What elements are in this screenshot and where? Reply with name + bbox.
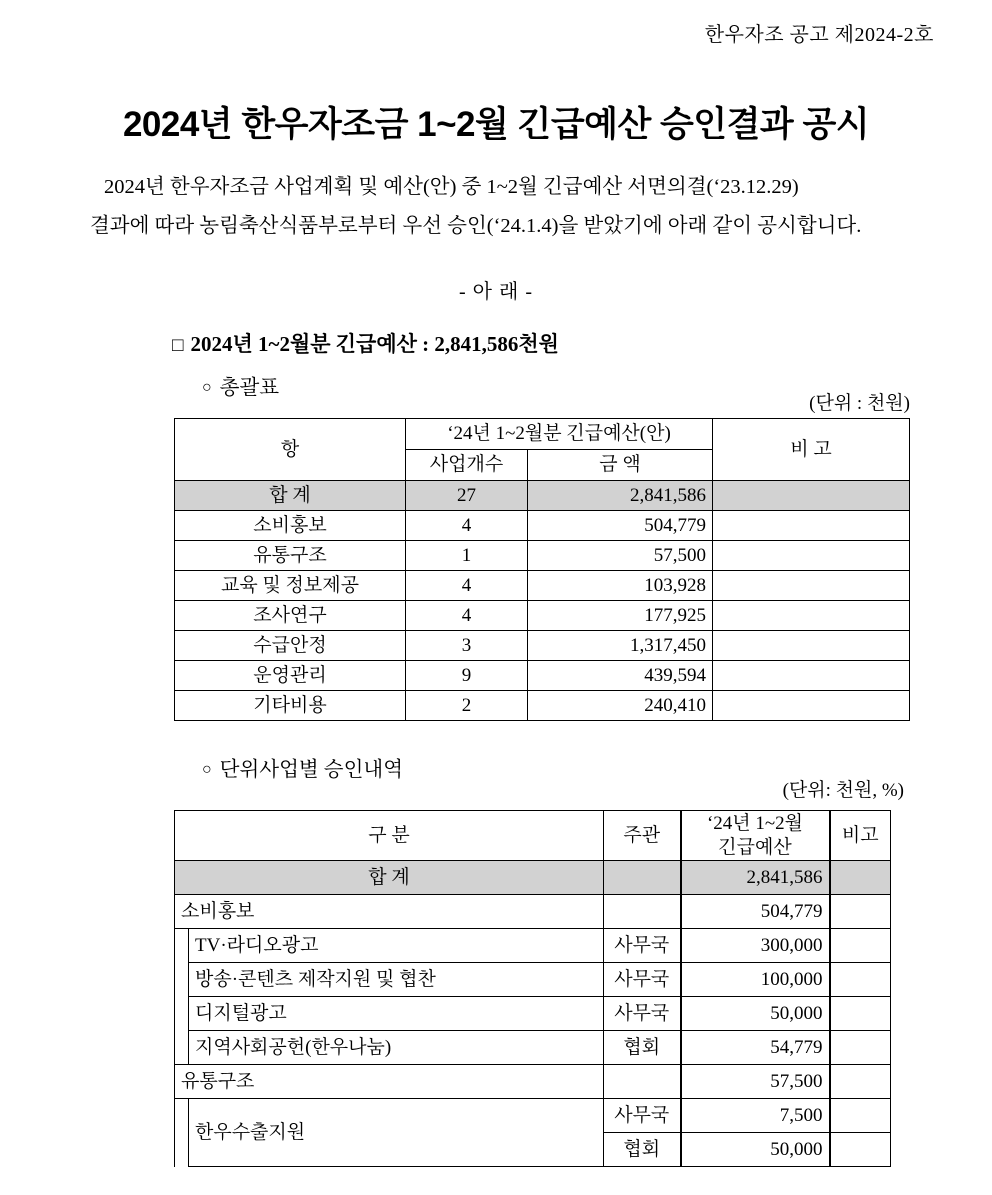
row-amount: 57,500 (528, 541, 713, 571)
total-remark (830, 861, 891, 895)
table-row (175, 1099, 891, 1133)
table-header-row (175, 419, 910, 450)
row-remark (713, 631, 910, 661)
row-amount: 439,594 (528, 661, 713, 691)
section2-subheading (202, 752, 403, 782)
item-remark (830, 1031, 891, 1065)
row-item: 수급안정 (175, 631, 406, 661)
circle-bullet-icon: ○ (202, 761, 212, 778)
table-row (175, 963, 891, 997)
page-title: 2024년 한우자조금 1~2월 긴급예산 승인결과 공시 (122, 105, 870, 145)
row-remark (713, 511, 910, 541)
row-item: 운영관리 (175, 661, 406, 691)
item-host: 사무국 (604, 929, 681, 963)
table-row (175, 997, 891, 1031)
header-budget-line2: 긴급예산 (718, 836, 792, 858)
section1-subheading-text: 총괄표 (219, 377, 280, 399)
item-name: 방송·콘텐츠 제작지원 및 협찬 (189, 963, 604, 997)
group-name: 유통구조 (175, 1065, 604, 1099)
table-row (175, 511, 910, 541)
item-host: 사무국 (604, 963, 681, 997)
header-host: 주관 (604, 811, 681, 861)
item-remark (830, 963, 891, 997)
indent-spacer (175, 963, 189, 997)
summary-table (174, 418, 910, 721)
document-header-note: 한우자조 공고 제2024-2호 (704, 24, 934, 46)
group-remark (830, 895, 891, 929)
item-remark (830, 997, 891, 1031)
indent-spacer (175, 1133, 189, 1167)
intro-line-1: 2024년 한우자조금 사업계획 및 예산(안) 중 1~2월 긴급예산 서면의결(‘23.12.29) (104, 176, 799, 198)
arae-label: - 아 래 - (459, 281, 533, 303)
header-budget-line1: ‘24년 1~2월 (706, 812, 804, 834)
row-amount: 240,410 (528, 691, 713, 721)
group-row (175, 895, 891, 929)
row-item: 유통구조 (175, 541, 406, 571)
total-division: 합 계 (175, 861, 604, 895)
section1-subheading (202, 370, 279, 400)
row-amount: 1,317,450 (528, 631, 713, 661)
header-remark: 비 고 (713, 419, 910, 481)
row-item: 기타비용 (175, 691, 406, 721)
header-division: 구 분 (175, 811, 604, 861)
indent-spacer (175, 1099, 189, 1133)
section1-heading-text: 2024년 1~2월분 긴급예산 : 2,841,586천원 (190, 332, 559, 356)
item-host: 협회 (604, 1133, 681, 1167)
row-count: 4 (406, 511, 528, 541)
row-count: 1 (406, 541, 528, 571)
indent-spacer (175, 997, 189, 1031)
item-budget: 7,500 (681, 1099, 830, 1133)
item-name: 한우수출지원 (189, 1099, 604, 1167)
item-budget: 50,000 (681, 1133, 830, 1167)
row-item: 조사연구 (175, 601, 406, 631)
table-total-row (175, 861, 891, 895)
row-item: 소비홍보 (175, 511, 406, 541)
row-remark (713, 691, 910, 721)
group-host (604, 1065, 681, 1099)
header-budget (681, 811, 830, 861)
row-count: 3 (406, 631, 528, 661)
header-group: ‘24년 1~2월분 긴급예산(안) (406, 419, 713, 450)
table-row (175, 661, 910, 691)
total-amount: 2,841,586 (528, 481, 713, 511)
row-count: 4 (406, 601, 528, 631)
item-budget: 300,000 (681, 929, 830, 963)
header-remark: 비고 (830, 811, 891, 861)
item-name: 지역사회공헌(한우나눔) (189, 1031, 604, 1065)
table-row (175, 1031, 891, 1065)
intro-line-2: 결과에 따라 농림축산식품부로부터 우선 승인(‘24.1.4)을 받았기에 아래 같이 공시합니다. (90, 215, 862, 237)
total-item: 합 계 (175, 481, 406, 511)
intro-paragraph (90, 168, 910, 246)
group-row (175, 1065, 891, 1099)
detail-table (174, 810, 891, 1167)
circle-bullet-icon: ○ (202, 379, 212, 396)
item-remark (830, 929, 891, 963)
group-budget: 57,500 (681, 1065, 830, 1099)
table-row (175, 929, 891, 963)
group-host (604, 895, 681, 929)
table-header-row (175, 811, 891, 861)
section2-unit-note: (단위: 천원, %) (782, 780, 904, 801)
row-amount: 103,928 (528, 571, 713, 601)
section2-subheading-text: 단위사업별 승인내역 (219, 759, 404, 781)
square-bullet-icon: □ (172, 335, 184, 356)
row-count: 2 (406, 691, 528, 721)
item-remark (830, 1099, 891, 1133)
row-item: 교육 및 정보제공 (175, 571, 406, 601)
total-count: 27 (406, 481, 528, 511)
row-remark (713, 541, 910, 571)
table-row (175, 571, 910, 601)
item-host: 협회 (604, 1031, 681, 1065)
table-row (175, 541, 910, 571)
item-budget: 54,779 (681, 1031, 830, 1065)
row-remark (713, 601, 910, 631)
table-total-row (175, 481, 910, 511)
group-name: 소비홍보 (175, 895, 604, 929)
row-count: 4 (406, 571, 528, 601)
total-remark (713, 481, 910, 511)
group-remark (830, 1065, 891, 1099)
item-host: 사무국 (604, 1099, 681, 1133)
table-row (175, 691, 910, 721)
header-amount: 금 액 (528, 450, 713, 481)
item-remark (830, 1133, 891, 1167)
indent-spacer (175, 929, 189, 963)
row-remark (713, 661, 910, 691)
indent-spacer (175, 1031, 189, 1065)
table-row (175, 601, 910, 631)
item-budget: 50,000 (681, 997, 830, 1031)
item-name: TV·라디오광고 (189, 929, 604, 963)
header-count: 사업개수 (406, 450, 528, 481)
header-item: 항 (175, 419, 406, 481)
total-host (604, 861, 681, 895)
group-budget: 504,779 (681, 895, 830, 929)
total-budget: 2,841,586 (681, 861, 830, 895)
row-amount: 504,779 (528, 511, 713, 541)
item-budget: 100,000 (681, 963, 830, 997)
section1-unit-note: (단위 : 천원) (809, 393, 910, 414)
item-host: 사무국 (604, 997, 681, 1031)
item-name: 디지털광고 (189, 997, 604, 1031)
row-amount: 177,925 (528, 601, 713, 631)
row-remark (713, 571, 910, 601)
table-row (175, 631, 910, 661)
row-count: 9 (406, 661, 528, 691)
section1-heading (172, 328, 559, 358)
